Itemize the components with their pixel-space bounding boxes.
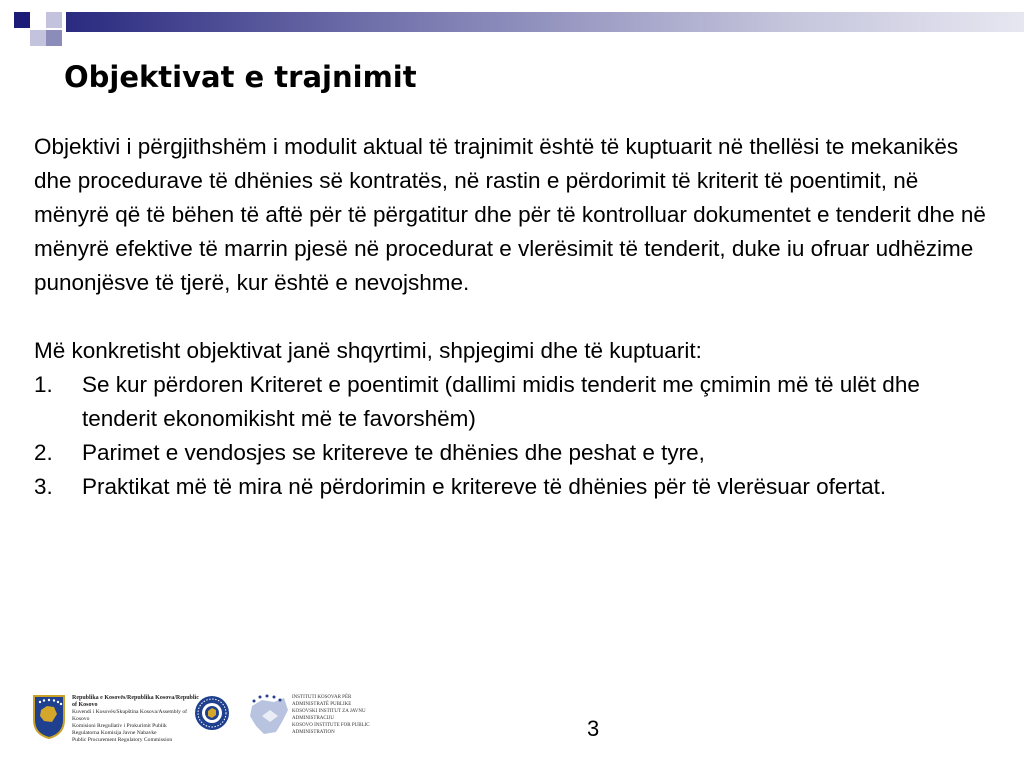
- list-item-number: 2.: [34, 440, 53, 465]
- slide-title: Objektivat e trajnimit: [64, 60, 417, 94]
- institute-text-block: INSTITUTI KOSOVAR PËR ADMINISTRATË PUBLIKE KOSOVSKI INSTITUT ZA JAVNU ADMINISTRACIJU KOSOVO INSTITUTE FOR PUBLIC ADMINISTRATION: [292, 695, 370, 735]
- kosovo-coat-of-arms-icon: [32, 694, 66, 740]
- page-number: 3: [587, 716, 600, 741]
- list-item: [34, 368, 994, 436]
- institution-text-block: Republika e Kosovës/Republika Kosova/Republic of Kosovo Kuvendi i Kosovës/Skupština Kosova/Assembly of Kosovo Komisioni Rregullativ i Prokurimit Publik Regulatorna Komisija Javne Nabavke Public Procurement Regulatory Commission: [72, 695, 199, 743]
- list-item-text: Praktikat më të mira në përdorimin e kritereve të dhënies për të vlerësuar ofertat.: [82, 474, 887, 499]
- commission-seal-icon: [194, 695, 230, 731]
- list-item-number: 1.: [34, 372, 53, 397]
- slide-body: [34, 130, 994, 504]
- header-square-mid: [46, 30, 62, 46]
- list-item-number: 3.: [34, 474, 53, 499]
- objectives-list: [34, 368, 994, 504]
- list-item: [34, 436, 994, 470]
- objectives-lead: Më konkretisht objektivat janë shqyrtimi, shpjegimi dhe të kuptuarit:: [34, 338, 702, 363]
- header-square-light: [46, 12, 62, 28]
- list-item-text: Se kur përdoren Kriteret e poentimit (dallimi midis tenderit me çmimin më të ulët dhe tenderit ekonomikisht më te favorshëm): [82, 372, 920, 431]
- header-gradient-bar: [66, 12, 1024, 32]
- list-item-text: Parimet e vendosjes se kritereve te dhënies dhe peshat e tyre,: [82, 440, 705, 465]
- intro-paragraph: Objektivi i përgjithshëm i modulit aktual të trajnimit është të kuptuarit në thellësi te mekanikës dhe procedurave të dhënies së kontratës, në rastin e përdorimit të kriterit të poentimit, në mënyrë që të bëhen të aftë për të përgatitur dhe për të kontrolluar dokumentet e tenderit dhe në mënyrë efektive të marrin pjesë në procedurat e vlerësimit të tenderit, duke iu ofruar udhëzime punonjësve të tjerë, kur është e nevojshme.: [34, 134, 986, 295]
- institute-map-logo-icon: [246, 692, 292, 738]
- list-item: [34, 470, 994, 504]
- header-square-dark: [14, 12, 30, 28]
- header-square-light: [30, 30, 46, 46]
